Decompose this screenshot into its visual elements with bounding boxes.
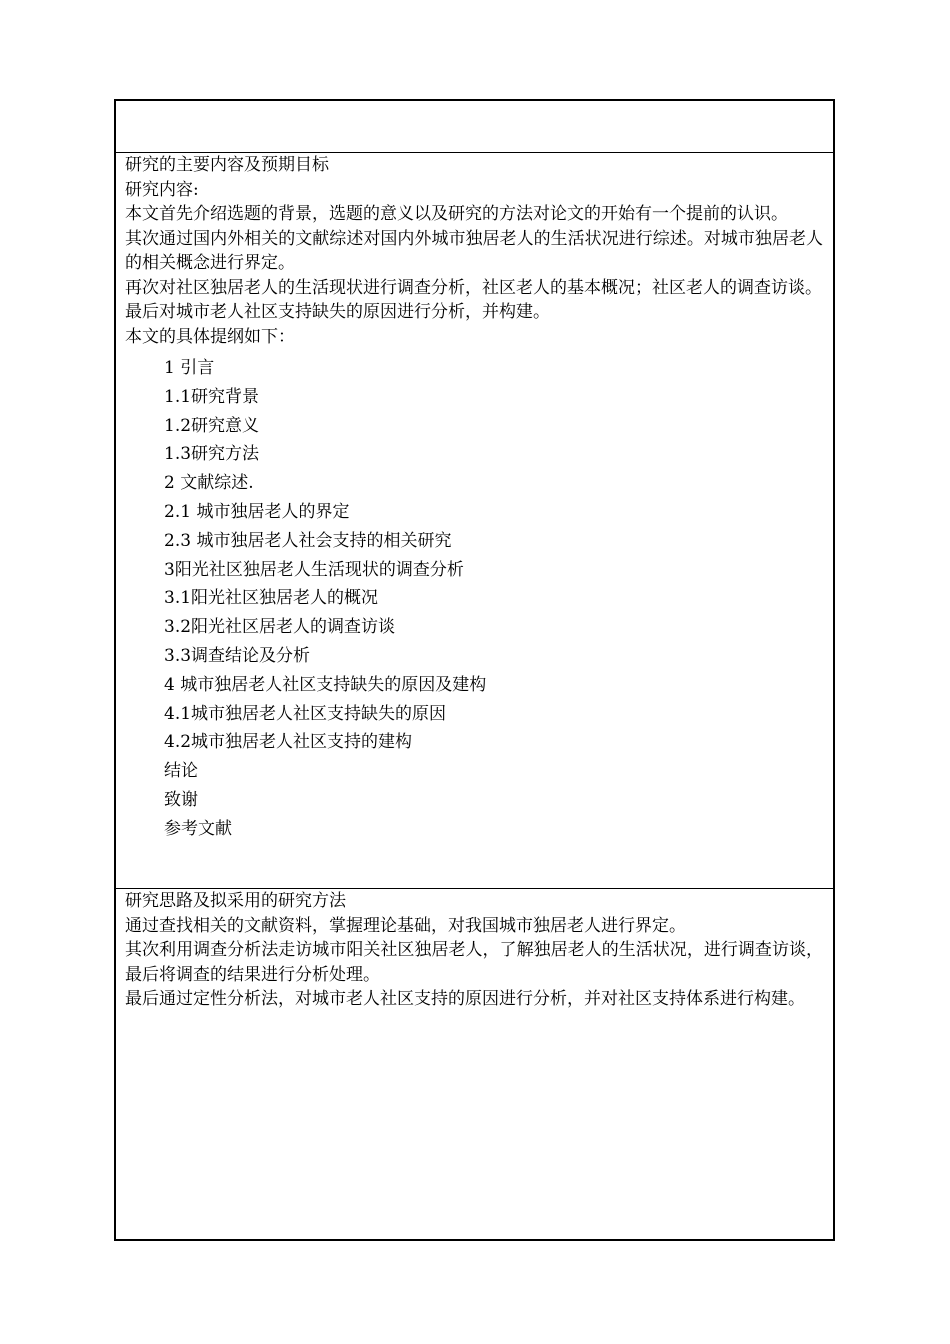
paragraph: 最后对城市老人社区支持缺失的原因进行分析，并构建。 (125, 302, 550, 322)
outline-item: 3阳光社区独居老人生活现状的调查分析 (164, 559, 464, 580)
outline-item: 3.1阳光社区独居老人的概况 (164, 588, 379, 609)
paragraph: 最后通过定性分析法，对城市老人社区支持的原因进行分析，并对社区支持体系进行构建。 (125, 989, 805, 1009)
outline-item: 参考文献 (164, 818, 232, 839)
outline-item: 1.3研究方法 (164, 444, 260, 465)
research-methods-section (116, 889, 833, 1012)
proposal-form-table (114, 99, 835, 1241)
outline-item: 4.1城市独居老人社区支持缺失的原因 (164, 703, 447, 724)
outline-item: 致谢 (164, 789, 198, 810)
section-heading: 研究的主要内容及预期目标 (125, 155, 329, 175)
outline-item: 3.2阳光社区居老人的调查访谈 (164, 617, 396, 638)
outline-item: 2.3 城市独居老人社会支持的相关研究 (164, 530, 452, 551)
outline-item: 3.3调查结论及分析 (164, 645, 311, 666)
outline-item: 结论 (164, 761, 198, 782)
section-heading: 研究思路及拟采用的研究方法 (125, 891, 346, 911)
paragraph: 通过查找相关的文献资料，掌握理论基础，对我国城市独居老人进行界定。 (125, 915, 686, 936)
outline-item: 1.1研究背景 (164, 386, 260, 407)
research-content-section (116, 153, 833, 889)
outline-item: 2 文献综述. (164, 473, 254, 494)
section-subheading: 研究内容: (125, 179, 199, 200)
outline-item: 2.1 城市独居老人的界定 (164, 501, 350, 522)
outline-item: 4 城市独居老人社区支持缺失的原因及建构 (164, 674, 487, 695)
paragraph: 本文首先介绍选题的背景，选题的意义以及研究的方法对论文的开始有一个提前的认识。 (125, 204, 788, 224)
outline-list (125, 354, 823, 844)
outline-item: 1 引言 (164, 358, 215, 378)
outline-item: 4.2城市独居老人社区支持的建构 (164, 732, 413, 753)
paragraph: 其次利用调查分析法走访城市阳关社区独居老人，了解独居老人的生活状况，进行调查访谈，最后将调查的结果进行分析处理。 (125, 940, 823, 985)
outline-item: 1.2研究意义 (164, 415, 260, 436)
paragraph: 其次通过国内外相关的文献综述对国内外城市独居老人的生活状况进行综述。对城市独居老人的相关概念进行界定。 (125, 228, 823, 273)
outline-intro: 本文的具体提纲如下： (125, 326, 295, 347)
blank-header-cell (116, 101, 833, 153)
paragraph: 再次对社区独居老人的生活现状进行调查分析，社区老人的基本概况；社区老人的调查访谈。 (125, 277, 822, 298)
